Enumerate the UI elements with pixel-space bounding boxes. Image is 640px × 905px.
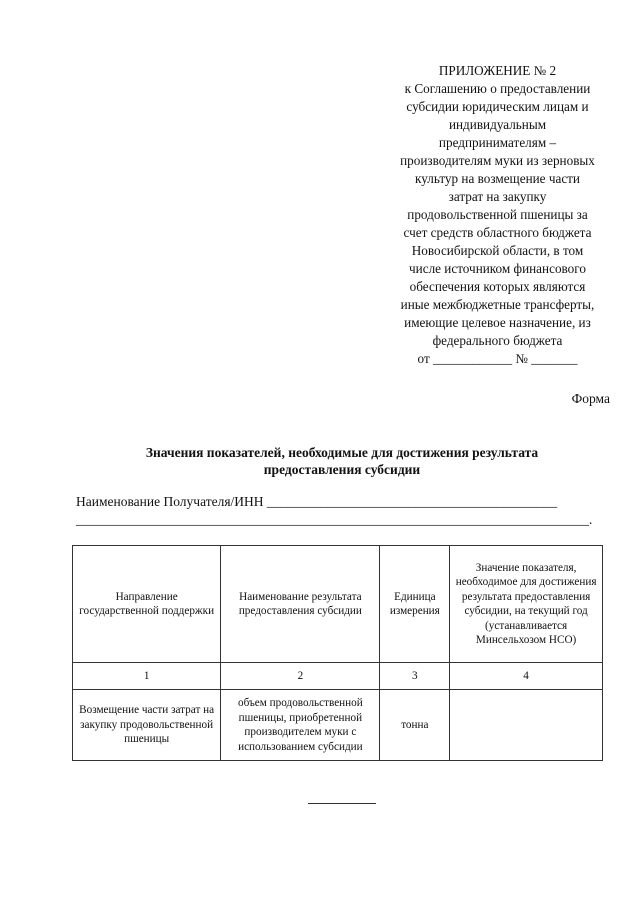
appendix-line: продовольственной пшеницы за bbox=[407, 207, 588, 222]
indicators-table bbox=[72, 545, 603, 761]
document-title-line1: Значения показателей, необходимые для достижения результата bbox=[145, 445, 539, 460]
appendix-line: обеспечения которых являются bbox=[409, 279, 586, 294]
document-title bbox=[60, 444, 624, 478]
recipient-name-field: Наименование Получателя/ИНН ___________________________________________ bbox=[76, 494, 558, 509]
header-indicator-value: Значение показателя, необходимое для достижения результата предоставления субсидии, на текущий год (устанавливается Минсельхозом НСО) bbox=[450, 546, 603, 663]
cell-unit: тонна bbox=[380, 690, 450, 761]
header-result-name: Наименование результата предоставления субсидии bbox=[221, 546, 380, 663]
form-label: Форма bbox=[571, 391, 610, 406]
appendix-line: индивидуальным bbox=[448, 117, 547, 132]
table-row bbox=[73, 690, 603, 761]
appendix-line: культур на возмещение части bbox=[415, 171, 580, 186]
appendix-line: к Соглашению о предоставлении bbox=[404, 81, 591, 96]
column-number: 1 bbox=[73, 663, 221, 690]
document-title-line2: предоставления субсидии bbox=[263, 462, 421, 477]
cell-indicator-value[interactable] bbox=[450, 690, 603, 761]
cell-direction: Возмещение части затрат на закупку продовольственной пшеницы bbox=[73, 690, 221, 761]
appendix-line: имеющие целевое назначение, из bbox=[404, 315, 591, 330]
table-header-row bbox=[73, 546, 603, 663]
appendix-line: затрат на закупку bbox=[448, 189, 547, 204]
recipient-name-field-continuation: ____________________________________________________________________________. bbox=[76, 512, 593, 527]
appendix-line: субсидии юридическим лицам и bbox=[406, 99, 589, 114]
appendix-line: предпринимателям – bbox=[438, 135, 557, 150]
table-number-row bbox=[73, 663, 603, 690]
column-number: 2 bbox=[221, 663, 380, 690]
appendix-line: Новосибирской области, в том bbox=[411, 243, 584, 258]
appendix-line: числе источником финансового bbox=[409, 261, 586, 276]
appendix-header bbox=[375, 62, 620, 368]
header-unit: Единица измерения bbox=[380, 546, 450, 663]
appendix-line: иные межбюджетные трансферты, bbox=[400, 297, 595, 312]
footer-rule bbox=[308, 803, 376, 804]
appendix-line: счет средств областного бюджета bbox=[403, 225, 592, 240]
appendix-line: федерального бюджета bbox=[432, 333, 563, 348]
column-number: 3 bbox=[380, 663, 450, 690]
header-direction: Направление государственной поддержки bbox=[73, 546, 221, 663]
appendix-line: производителям муки из зерновых bbox=[400, 153, 595, 168]
column-number: 4 bbox=[450, 663, 603, 690]
appendix-date-number: от ____________ № _______ bbox=[417, 351, 578, 366]
cell-result-name: объем продовольственной пшеницы, приобретенной производителем муки с использованием субсидии bbox=[221, 690, 380, 761]
appendix-title: ПРИЛОЖЕНИЕ № 2 bbox=[438, 63, 557, 78]
